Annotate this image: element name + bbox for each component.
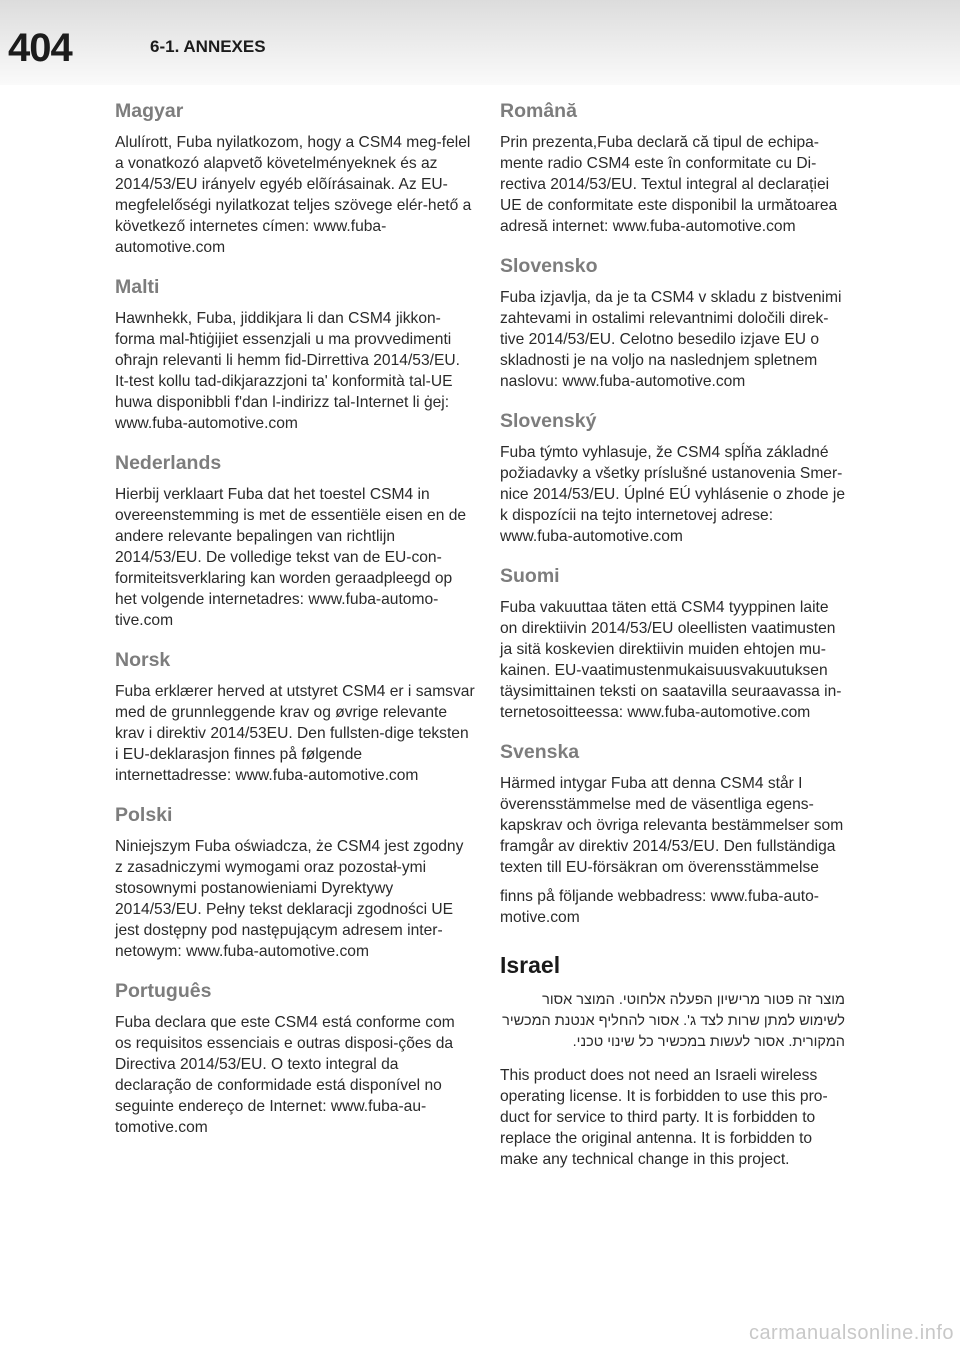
left-column — [115, 96, 475, 1152]
watermark: carmanualsonline.info — [748, 1322, 954, 1344]
section-text: Fuba vakuuttaa täten että CSM4 tyyppinen laite on direktiivin 2014/53/EU oleellisten vaatimusten ja sitä koskevien direktiivin muiden ehtojen mu-kainen. EU-vaatimustenmukaisuusvakuutuksen täysimittainen teksti on saatavilla seuraavassa in-ternetosoitteessa: www.fuba-automotive.com — [500, 599, 842, 721]
section-slovensky — [500, 406, 845, 547]
section-heading: Slovensko — [500, 255, 598, 277]
section-israel — [500, 950, 845, 1170]
english-text: This product does not need an Israeli wireless operating license. It is forbidden to use this pro-duct for service to third party. It is forbidden to replace the original antenna. It is forbidden to make any technical change in this project. — [500, 1067, 828, 1168]
section-text: Hawnhekk, Fuba, jiddikjara li dan CSM4 jikkon-forma mal-ħtiġijiet essenzjali u ma provvedimenti oħrajn relevanti li hemm fid-Dirrettiva 2014/53/EU. It-test kollu tad-dikjarazzjoni ta' konformità tal-UE huwa disponibbli f'dan l-indirizz tal-Internet li ġej: www.fuba-automotive.com — [115, 310, 460, 432]
section-heading: Nederlands — [115, 452, 222, 474]
section-text: finns på följande webbadress: www.fuba-auto-motive.com — [500, 888, 819, 926]
section-heading: Română — [500, 100, 577, 122]
section-svenska — [500, 737, 845, 928]
section-text: Fuba izjavlja, da je ta CSM4 v skladu z bistvenimi zahtevami in ostalimi relevantnimi določili direk-tive 2014/53/EU. Celotno besedilo izjave EU o skladnosti je na voljo na naslednjem spletnem naslovu: www.fuba-automotive.com — [500, 289, 842, 390]
section-text: Hierbij verklaart Fuba dat het toestel CSM4 in overeenstemming is met de essentiële eisen en de andere relevante bepalingen van richtlijn 2014/53/EU. De volledige tekst van de EU-con-formiteitsverklaring kan worden geraadpleegd op het volgende internetadres: www.fuba-automo-tive.com — [115, 486, 467, 629]
section-text: Fuba declara que este CSM4 está conforme com os requisitos essenciais e outras disposi-ções da Directiva 2014/53/EU. O texto integral da declaração de conformidade está disponível no seguinte endereço de Internet: www.fuba-au-tomotive.com — [115, 1014, 455, 1136]
section-malti — [115, 272, 475, 434]
chapter-title: 6-1. ANNEXES — [150, 37, 266, 56]
section-romana — [500, 96, 845, 237]
section-heading: Malti — [115, 276, 160, 298]
section-text: Alulírott, Fuba nyilatkozom, hogy a CSM4 meg-felel a vonatkozó alapvetõ követelményeknek és az 2014/53/EU irányelv egyéb elõírásainak. Az EU-megfelelőségi nyilatkozat teljes szövege elér-hető a következő internetes címen: www.fuba-automotive.com — [115, 134, 472, 256]
right-column — [500, 96, 845, 1184]
section-heading: Norsk — [115, 649, 171, 671]
section-heading: Português — [115, 980, 212, 1002]
section-slovensko — [500, 251, 845, 392]
section-suomi — [500, 561, 845, 723]
section-text: Prin prezenta,Fuba declară că tipul de echipa-mente radio CSM4 este în conformitate cu Di-rectiva 2014/53/EU. Textul integral al declarației UE de conformitate este disponibil la următoarea adresă internet: www.fuba-automotive.com — [500, 134, 838, 235]
section-heading: Suomi — [500, 565, 560, 587]
hebrew-text: מוצר זה פטור מרישיון הפעלה אלחוטי. המוצר אסור לשימוש למתן שרות לצד ג'. אסור להחליף אנטנת המכשיר המקורית. אסור לעשות במכשיר כל שינוי טכני. — [502, 992, 845, 1050]
section-heading: Israel — [500, 952, 561, 978]
section-polski — [115, 800, 475, 962]
section-text: Niniejszym Fuba oświadcza, że CSM4 jest zgodny z zasadniczymi wymogami oraz pozostał-ymi stosownymi postanowieniami Dyrektywy 2014/53/EU. Pełny tekst deklaracji zgodności UE jest dostępny pod następującym adresem inter-netowym: www.fuba-automotive.com — [115, 838, 464, 960]
section-text: Fuba týmto vyhlasuje, že CSM4 spĺňa základné požiadavky a všetky príslušné ustanovenia Smer-nice 2014/53/EU. Úplné EÚ vyhlásenie o zhode je k dispozícii na tejto internetovej adrese: www.fuba-automotive.com — [500, 444, 846, 545]
section-nederlands — [115, 448, 475, 631]
section-text: Härmed intygar Fuba att denna CSM4 står I överensstämmelse med de väsentliga egens-kapskrav och övriga relevanta bestämmelser som framgår av direktiv 2014/53/EU. Den fullständiga texten till EU-försäkran om överensstämmelse — [500, 775, 844, 876]
section-magyar — [115, 96, 475, 258]
section-heading: Svenska — [500, 741, 580, 763]
section-portugues — [115, 976, 475, 1138]
section-heading: Magyar — [115, 100, 184, 122]
header-bar — [0, 0, 960, 85]
section-norsk — [115, 645, 475, 786]
section-text: Fuba erklærer herved at utstyret CSM4 er i samsvar med de grunnleggende krav og øvrige relevante krav i direktiv 2014/53EU. Den fullsten-dige teksten i EU-deklarasjon finnes på følgende internettadresse: www.fuba-automotive.com — [115, 683, 475, 784]
section-heading: Polski — [115, 804, 173, 826]
section-heading: Slovenský — [500, 410, 597, 432]
page-number: 404 — [8, 26, 72, 70]
